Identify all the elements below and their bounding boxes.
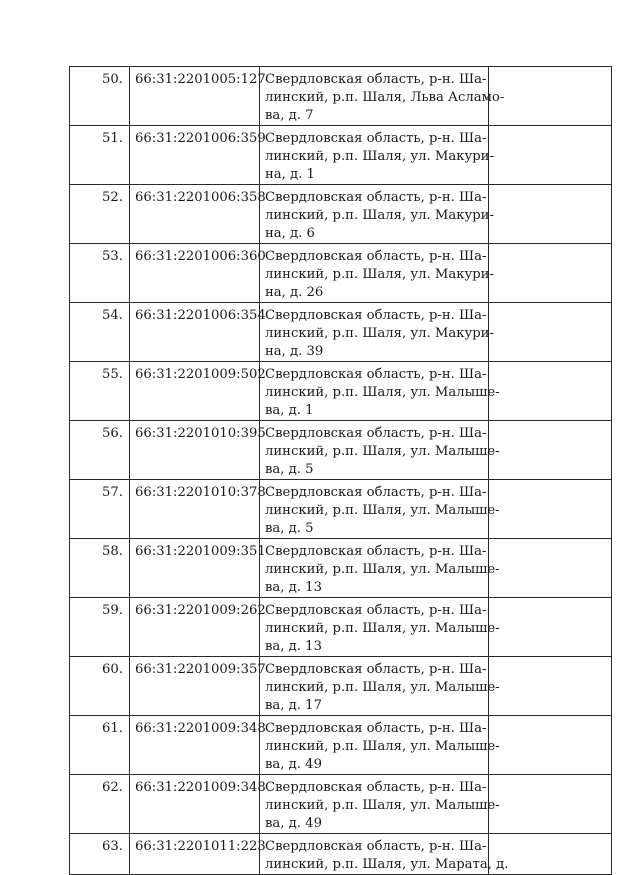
- address-line: на, д. 39: [265, 344, 324, 359]
- address-line: Свердловская область, р-н. Ша-: [265, 190, 487, 205]
- address-line: линский, р.п. Шаля, ул. Макури-: [265, 149, 494, 164]
- empty-cell: [489, 244, 612, 303]
- address-line: Свердловская область, р-н. Ша-: [265, 426, 487, 441]
- table-row: [70, 362, 612, 421]
- row-number: 50.: [70, 67, 130, 126]
- row-number: 57.: [70, 480, 130, 539]
- address-line: Свердловская область, р-н. Ша-: [265, 72, 487, 87]
- address-line: Свердловская область, р-н. Ша-: [265, 485, 487, 500]
- empty-cell: [489, 834, 612, 875]
- cadastral-number: 66:31:2201006:354: [130, 303, 260, 362]
- empty-cell: [489, 480, 612, 539]
- address-line: на, д. 6: [265, 226, 315, 241]
- empty-cell: [489, 539, 612, 598]
- table-body: [70, 67, 612, 875]
- cadastral-number: 66:31:2201010:378: [130, 480, 260, 539]
- address-line: Свердловская область, р-н. Ша-: [265, 308, 487, 323]
- row-number: 58.: [70, 539, 130, 598]
- table-row: [70, 480, 612, 539]
- empty-cell: [489, 126, 612, 185]
- row-number: 61.: [70, 716, 130, 775]
- table-row: [70, 67, 612, 126]
- address-line: на, д. 26: [265, 285, 324, 300]
- table-row: [70, 539, 612, 598]
- address-cell: [260, 185, 494, 244]
- cadastral-number: 66:31:2201006:358: [130, 185, 260, 244]
- address-line: линский, р.п. Шаля, ул. Макури-: [265, 208, 494, 223]
- address-line: линский, р.п. Шаля, ул. Макури-: [265, 326, 494, 341]
- empty-cell: [489, 185, 612, 244]
- row-number: 55.: [70, 362, 130, 421]
- row-number: 63.: [70, 834, 130, 875]
- address-cell: [260, 539, 500, 598]
- address-cell: [260, 421, 500, 480]
- address-cell: [260, 657, 500, 716]
- cadastral-number: 66:31:2201006:359: [130, 126, 260, 185]
- table-row: [70, 598, 612, 657]
- cadastral-number: 66:31:2201009:502: [130, 362, 260, 421]
- table-row: [70, 185, 612, 244]
- address-line: линский, р.п. Шаля, ул. Малыше-: [265, 621, 500, 636]
- row-number: 60.: [70, 657, 130, 716]
- row-number: 54.: [70, 303, 130, 362]
- address-line: ва, д. 49: [265, 757, 322, 772]
- row-number: 56.: [70, 421, 130, 480]
- address-cell: [260, 716, 500, 775]
- address-line: Свердловская область, р-н. Ша-: [265, 603, 487, 618]
- address-line: линский, р.п. Шаля, Льва Асламо-: [265, 90, 505, 105]
- cadastral-number: 66:31:2201010:395: [130, 421, 260, 480]
- address-line: Свердловская область, р-н. Ша-: [265, 249, 487, 264]
- empty-cell: [489, 362, 612, 421]
- address-line: ва, д. 7: [265, 108, 314, 123]
- address-line: ва, д. 5: [265, 521, 314, 536]
- address-line: линский, р.п. Шаля, ул. Малыше-: [265, 739, 500, 754]
- cadastral-number: 66:31:2201009:357: [130, 657, 260, 716]
- empty-cell: [489, 67, 612, 126]
- table-row: [70, 421, 612, 480]
- empty-cell: [489, 598, 612, 657]
- address-line: линский, р.п. Шаля, ул. Малыше-: [265, 385, 500, 400]
- row-number: 53.: [70, 244, 130, 303]
- cadastral-number: 66:31:2201005:127: [130, 67, 260, 126]
- address-line: ва, д. 49: [265, 816, 322, 831]
- address-cell: [260, 598, 500, 657]
- table-row: [70, 303, 612, 362]
- empty-cell: [489, 716, 612, 775]
- address-cell: [260, 480, 500, 539]
- row-number: 62.: [70, 775, 130, 834]
- address-line: Свердловская область, р-н. Ша-: [265, 780, 487, 795]
- empty-cell: [489, 421, 612, 480]
- address-cell: [260, 303, 494, 362]
- address-cell: [260, 67, 505, 126]
- row-number: 52.: [70, 185, 130, 244]
- cadastral-number: 66:31:2201011:223: [130, 834, 260, 875]
- address-line: ва, д. 17: [265, 698, 322, 713]
- row-number: 59.: [70, 598, 130, 657]
- address-line: Свердловская область, р-н. Ша-: [265, 544, 487, 559]
- address-line: ва, д. 1: [265, 403, 314, 418]
- empty-cell: [489, 657, 612, 716]
- cadastral-number: 66:31:2201009:351: [130, 539, 260, 598]
- address-cell: [260, 126, 494, 185]
- table-row: [70, 834, 612, 875]
- table-row: [70, 244, 612, 303]
- empty-cell: [489, 303, 612, 362]
- table-row: [70, 126, 612, 185]
- cadastral-number: 66:31:2201006:360: [130, 244, 260, 303]
- address-line: Свердловская область, р-н. Ша-: [265, 721, 487, 736]
- address-line: ва, д. 13: [265, 580, 322, 595]
- address-line: линский, р.п. Шаля, ул. Малыше-: [265, 562, 500, 577]
- address-line: ва, д. 13: [265, 639, 322, 654]
- property-table: [69, 66, 612, 875]
- table-row: [70, 716, 612, 775]
- cadastral-number: 66:31:2201009:262: [130, 598, 260, 657]
- address-line: Свердловская область, р-н. Ша-: [265, 839, 487, 854]
- address-line: на, д. 1: [265, 167, 315, 182]
- cadastral-number: 66:31:2201009:348: [130, 716, 260, 775]
- address-line: линский, р.п. Шаля, ул. Макури-: [265, 267, 494, 282]
- address-line: линский, р.п. Шаля, ул. Малыше-: [265, 444, 500, 459]
- address-line: линский, р.п. Шаля, ул. Марата, д.: [265, 857, 509, 872]
- address-line: Свердловская область, р-н. Ша-: [265, 131, 487, 146]
- address-line: Свердловская область, р-н. Ша-: [265, 367, 487, 382]
- address-cell: [260, 244, 494, 303]
- cadastral-number: 66:31:2201009:348: [130, 775, 260, 834]
- address-line: линский, р.п. Шаля, ул. Малыше-: [265, 798, 500, 813]
- row-number: 51.: [70, 126, 130, 185]
- address-line: ва, д. 5: [265, 462, 314, 477]
- table-row: [70, 657, 612, 716]
- address-cell: [260, 362, 500, 421]
- address-line: линский, р.п. Шаля, ул. Малыше-: [265, 503, 500, 518]
- address-cell: [260, 834, 509, 875]
- address-line: Свердловская область, р-н. Ша-: [265, 662, 487, 677]
- address-line: линский, р.п. Шаля, ул. Малыше-: [265, 680, 500, 695]
